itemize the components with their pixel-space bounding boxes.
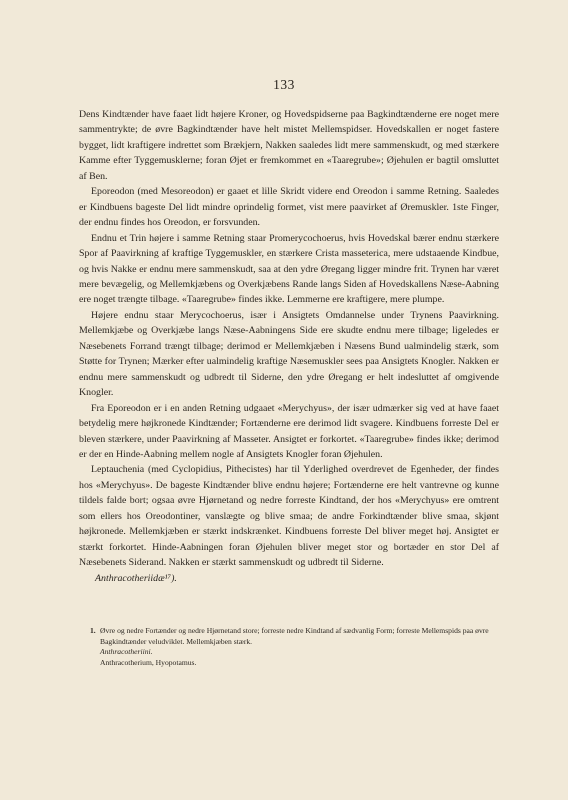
section-heading: Anthracotheriidæ¹⁷). [95, 572, 177, 584]
paragraph: Dens Kindtænder have faaet lidt højere Kroner, og Hovedspidserne paa Bagkindtænderne ere noget mere sammentrykte; de øvre Bagkindtænder have helt mistet Mellemspidser. Hovedskallen er noget fastere bygget, lidt kraftigere indrettet som Brækjern, Nakken saaledes lidt mere sammenskudt, og med stærkere Kamme efter Tyggemusklerne; foran Øjet er fremkommet en «Taaregrube»; Øjehulen er bagtil omsluttet af Ben. [79, 109, 499, 182]
footnote-block [90, 626, 500, 668]
paragraph: Endnu et Trin højere i samme Retning staar Promerycochoerus, hvis Hovedskal bærer endnu stærkere Spor af Paavirkning af kraftige Tyggemuskler, en stærkere Crista masseterica, mere udstaaende Kindbue, og hvis Nakke er endnu mere sammenskudt, saa at den ydre Øregang ligger mindre frit. Trynen har været mere bevægelig, og Mellemkjæbens og Overkjæbens Rande langs Siden af Hovedskallens Næse-Aabning ere noget trængte tilbage. «Taaregrube» findes ikke. Lemmerne ere kraftigere, mere plumpe. [79, 232, 499, 306]
paragraph: Leptauchenia (med Cyclopidius, Pithecistes) har til Yderlighed overdrevet de Egenheder, der findes hos «Merychyus». De bageste Kindtænder blive endnu højere; Fortænderne ere helt vantrevne og kunne tildels falde bort; ogsaa øvre Hjørnetand og nedre forreste Kindtand, der hos «Merychyus» ere omtrent som ellers hos Oreodontiner, vanslægte og blive smaa; de andre Forkindtænder blive smaa, skjønt højkronede. Mellemkjæben er stærkt indskrænket. Kindbuens forreste Del bliver meget høj. Ansigtet er stærkt forkortet. Hinde-Aabningen foran Øjehulen bliver meget stor og bortæder en stor Del af Næsebenets Siderand. Nakken er stærkt sammenskudt og udbredt til Siderne. [79, 464, 499, 569]
page-number: 133 [273, 77, 295, 92]
footnote-item [90, 626, 500, 647]
footnote-genera: Anthracotherium, Hyopotamus. [100, 657, 197, 667]
footnote-subheading: Anthracotheriini. [100, 647, 153, 657]
paragraph: Højere endnu staar Merycochoerus, især i Ansigtets Omdannelse under Trynens Paavirkning. Mellemkjæbe og Overkjæbe langs Næse-Aabningens Side ere skudte endnu mere tilbage; ligeledes er Næsebenets Forrand trængt tilbage; derimod er Mellemkjæben i Næsens Bund ualmindelig stærk, som Støtte for Trynen; Mærker efter ualmindelig kraftige Næsemuskler sees paa Ansigtets Knogler. Nakken er endnu mere sammenskudt og udbredt til Siderne, den ydre Øregang er helt indesluttet af omgivende Knogler. [79, 309, 499, 399]
paragraph: Fra Eporeodon er i en anden Retning udgaaet «Merychyus», der især udmærker sig ved at have faaet betydelig mere højkronede Kindtænder; Fortænderne ere derimod lidt svagere. Kindbuens forreste Del er bleven stærkere, under Paavirkning af Masseter. Ansigtet er forkortet. «Taaregrube» findes ikke; derimod er der en Hinde-Aabning mellem nogle af Ansigtets Knogler foran Øjehulen. [79, 402, 499, 460]
paragraph: Eporeodon (med Mesoreodon) er gaaet et lille Skridt videre end Oreodon i samme Retning. Saaledes er Kindbuens bageste Del lidt mindre oprindelig formet, vist mere paavirket af Øremuskler. 1ste Finger, der endnu findes hos Oreodon, er forsvunden. [79, 186, 499, 229]
body-text [79, 107, 499, 586]
footnote-number: 1. [90, 626, 96, 635]
footnote-text: Øvre og nedre Fortænder og nedre Hjørnetand store; forreste nedre Kindtand af sædvanlig Form; forreste Mellemspids paa øvre Bagkindtænder veludviklet. Mellemkjæben stærk. [100, 626, 489, 646]
